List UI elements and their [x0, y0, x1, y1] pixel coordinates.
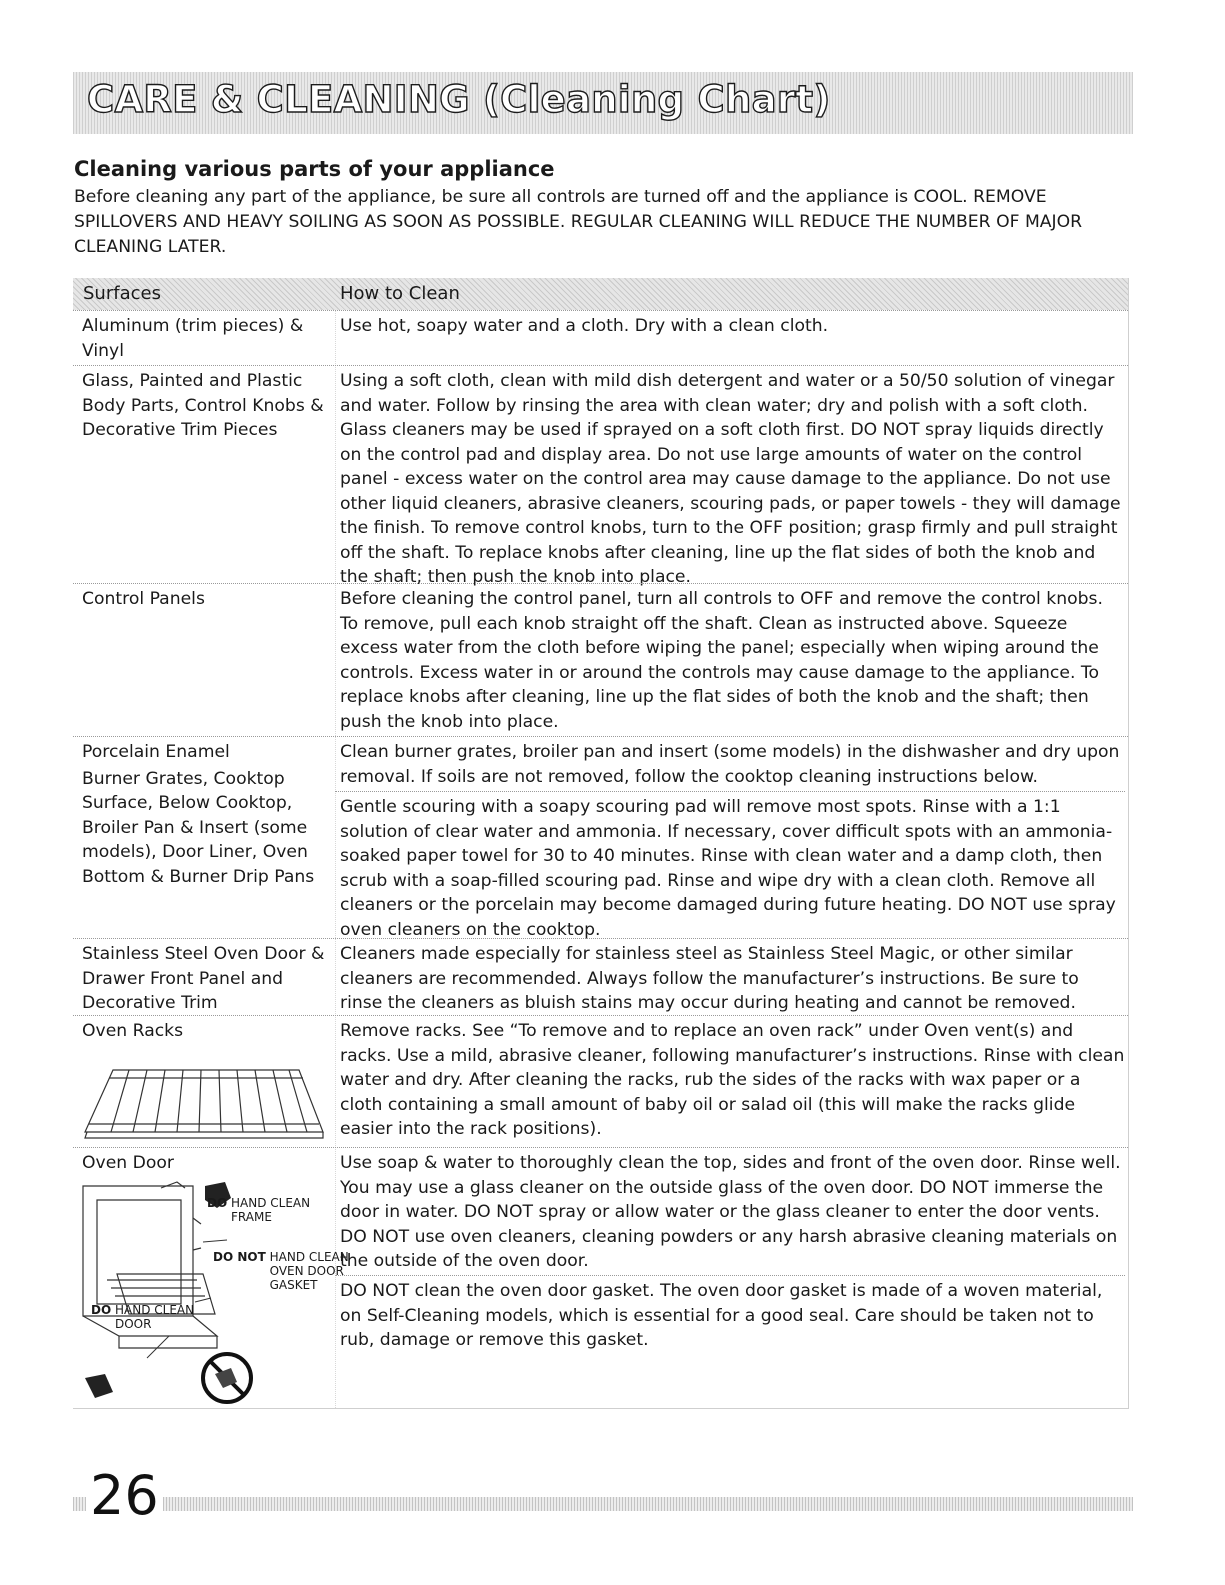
table-row — [73, 365, 1128, 587]
table-header — [73, 278, 1128, 310]
surface-cell: Aluminum (trim pieces) & Vinyl — [82, 316, 304, 361]
table-row — [73, 938, 1128, 1016]
intro-paragraph: Before cleaning any part of the appliance, be sure all controls are turned off and the appliance is COOL. REMOVE SPILLOVERS AND HEAVY SOILING AS SOON AS POSSIBLE. REGULAR CLEANING WILL REDUCE THE NUMBER OF MAJOR CLEANING LATER. — [74, 187, 1083, 257]
sub-divider — [335, 791, 1125, 792]
surface-cell — [82, 740, 332, 889]
page-title: CARE & CLEANING (Cleaning Chart) — [87, 78, 831, 121]
oven-rack-illustration — [79, 1066, 327, 1142]
sub-divider — [335, 1275, 1125, 1276]
how-cell: Clean burner grates, broiler pan and insert (some models) in the dishwasher and dry upon removal. If soils are not removed, follow the cooktop cleaning instructions below. — [340, 742, 1120, 787]
header-surfaces: Surfaces — [83, 283, 161, 304]
table-row — [73, 1015, 1128, 1148]
how-cell: Before cleaning the control panel, turn all controls to OFF and remove the control knobs. To remove, pull each knob straight off the shaft. Clean as instructed above. Squeeze excess water from the cloth before wiping the panel; especially when wiping around the controls. Excess water in or around the controls may cause damage to the appliance. To replace knobs after cleaning, line up the flat sides of both the knob and the shaft; then push the knob into place. — [340, 589, 1103, 732]
surface-cell: Stainless Steel Oven Door & Drawer Front Panel and Decorative Trim — [82, 944, 325, 1013]
cleaning-chart-table — [73, 278, 1129, 1409]
label-do-not-clean-gasket: DO NOT HAND CLEAN OVEN DOOR GASKET — [213, 1250, 349, 1292]
surface-cell: Glass, Painted and Plastic Body Parts, Control Knobs & Decorative Trim Pieces — [82, 371, 324, 440]
surface-detail: Burner Grates, Cooktop Surface, Below Cooktop, Broiler Pan & Insert (some models), Door Liner, Oven Bottom & Burner Drip Pans — [82, 768, 315, 887]
prohibition-icon — [203, 1354, 251, 1402]
table-row — [73, 1147, 1128, 1409]
table-row — [73, 310, 1128, 366]
label-hand-clean-door: DO HAND CLEAN DOOR — [91, 1303, 195, 1331]
how-cell: Use hot, soapy water and a cloth. Dry with a clean cloth. — [340, 316, 829, 336]
how-cell: Using a soft cloth, clean with mild dish detergent and water or a 50/50 solution of vinegar and water. Follow by rinsing the area with clean water; dry and polish with a soft cloth. Glass cleaners may be used if sprayed on a soft cloth first. DO NOT spray liquids directly on the control pad and display area. Do not use large amounts of water on the control panel - excess water on the control area may cause damage to the appliance. Do not use other liquid cleaners, abrasive cleaners, scouring pads, or paper towels - they will damage the finish. To remove control knobs, turn to the OFF position; grasp firmly and pull straight off the shaft. To replace knobs after cleaning, line up the flat sides of both the knob and the shaft; then push the knob into place. — [340, 371, 1121, 587]
label-hand-clean-frame: DO HAND CLEAN FRAME — [207, 1196, 311, 1224]
how-cell: Cleaners made especially for stainless steel as Stainless Steel Magic, or other similar cleaners are recommended. Always follow the manufacturer’s instructions. Be sure to rinse the cleaners as bluish stains may occur during heating and cannot be removed. — [340, 944, 1079, 1013]
surface-title: Porcelain Enamel — [82, 742, 230, 762]
footer-bar — [73, 1497, 1133, 1511]
how-cell: Remove racks. See “To remove and to replace an oven rack” under Oven vent(s) and racks. Use a mild, abrasive cleaner, following manufacturer’s instructions. Rinse with clean water and dry. After cleaning the racks, rub the sides of the racks with wax paper or a cloth containing a small amount of baby oil or salad oil (this will make the racks glide easier into the rack positions). — [340, 1021, 1125, 1139]
surface-cell: Control Panels — [82, 589, 205, 609]
surface-cell: Oven Door — [82, 1153, 174, 1173]
table-row — [73, 583, 1128, 737]
surface-cell: Oven Racks — [82, 1021, 184, 1041]
page-number: 26 — [86, 1466, 163, 1526]
how-cell: Use soap & water to thoroughly clean the top, sides and front of the oven door. Rinse well. You may use a glass cleaner on the outside glass of the oven door. DO NOT immerse the door in water. DO NOT spray or allow water or the glass cleaner to enter the door vents. DO NOT use oven cleaners, cleaning powders or any harsh abrasive cleaning materials on the outside of the oven door. — [340, 1153, 1121, 1271]
title-banner — [73, 72, 1133, 134]
header-how-to-clean: How to Clean — [340, 283, 460, 304]
section-heading: Cleaning various parts of your appliance — [74, 157, 555, 181]
how-cell-2: DO NOT clean the oven door gasket. The oven door gasket is made of a woven material, on Self-Cleaning models, which is essential for a good seal. Care should be taken not to rub, damage or remove this gasket. — [340, 1281, 1103, 1350]
how-cell-2: Gentle scouring with a soapy scouring pad will remove most spots. Rinse with a 1:1 solution of clear water and ammonia. If necessary, cover difficult spots with an ammonia-soaked paper towel for 30 to 40 minutes. Rinse with clean water and a damp cloth, then scrub with a soap-filled scouring pad. Rinse and wipe dry with a clean cloth. Remove all cleaners or the porcelain may become damaged during future heating. DO NOT use spray oven cleaners on the cooktop. — [340, 797, 1116, 940]
table-row — [73, 736, 1128, 939]
